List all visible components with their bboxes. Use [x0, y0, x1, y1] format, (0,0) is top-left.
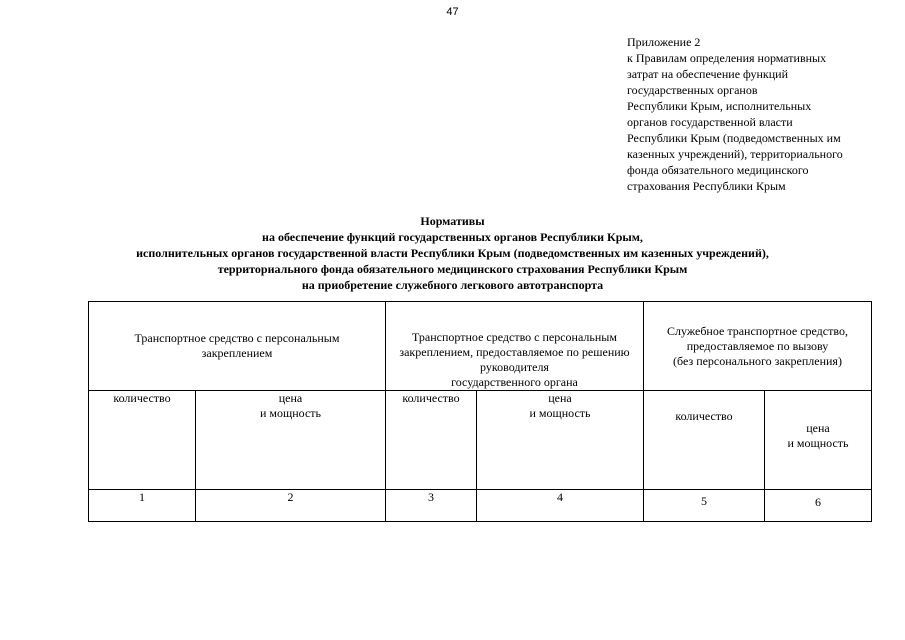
title-line-3: исполнительных органов государственной власти Республики Крым (подведомственных им казенных учреждений),	[136, 246, 769, 260]
column-number-3: 3	[386, 490, 477, 522]
subheader-price-power-3	[765, 391, 872, 490]
norms-table	[88, 301, 872, 522]
column-number-4: 4	[477, 490, 644, 522]
appendix-note: Приложение 2 к Правилам определения нормативных затрат на обеспечение функций государственных органов Республики Крым, исполнительных органов государственной власти Республики Крым (подведомственных им казенных учреждений), территориального фонда обязательного медицинского страхования Республики Крым	[627, 35, 843, 193]
subheader-label: цена и мощность	[259, 391, 322, 420]
group-header-by-decision	[386, 302, 644, 391]
subheader-label: цена и мощность	[529, 391, 591, 420]
title-line-4: территориального фонда обязательного медицинского страхования Республики Крым	[217, 262, 688, 276]
subheader-quantity-3	[644, 391, 765, 490]
group-header-label: Транспортное средство с персональным закреплением	[134, 331, 340, 360]
title-line-1: Нормативы	[420, 214, 485, 228]
subheader-label: цена и мощность	[787, 421, 849, 450]
column-number-1: 1	[89, 490, 196, 522]
group-header-label: Служебное транспортное средство, предоставляемое по вызову (без персонального закрепления)	[667, 323, 848, 368]
group-header-personal	[89, 302, 386, 391]
group-header-label: Транспортное средство с персональным закреплением, предоставляемое по решению руководителя государственного органа	[399, 330, 630, 389]
table-number-row	[89, 490, 872, 522]
table-header-row	[89, 302, 872, 391]
title-line-5: на приобретение служебного легкового автотранспорта	[301, 278, 604, 292]
subheader-label: количество	[402, 391, 460, 405]
subheader-label: количество	[113, 391, 171, 405]
subheader-quantity-2	[386, 391, 477, 490]
column-number-5: 5	[644, 490, 765, 522]
group-header-on-call	[644, 302, 872, 391]
subheader-quantity-1	[89, 391, 196, 490]
page-number: 47	[446, 6, 459, 18]
subheader-label: количество	[675, 409, 733, 423]
subheader-price-power-1	[196, 391, 386, 490]
subheader-price-power-2	[477, 391, 644, 490]
column-number-2: 2	[196, 490, 386, 522]
table-subheader-row	[89, 391, 872, 490]
title-line-2: на обеспечение функций государственных органов Республики Крым,	[262, 230, 643, 244]
document-title	[0, 213, 905, 293]
column-number-6: 6	[765, 490, 872, 522]
